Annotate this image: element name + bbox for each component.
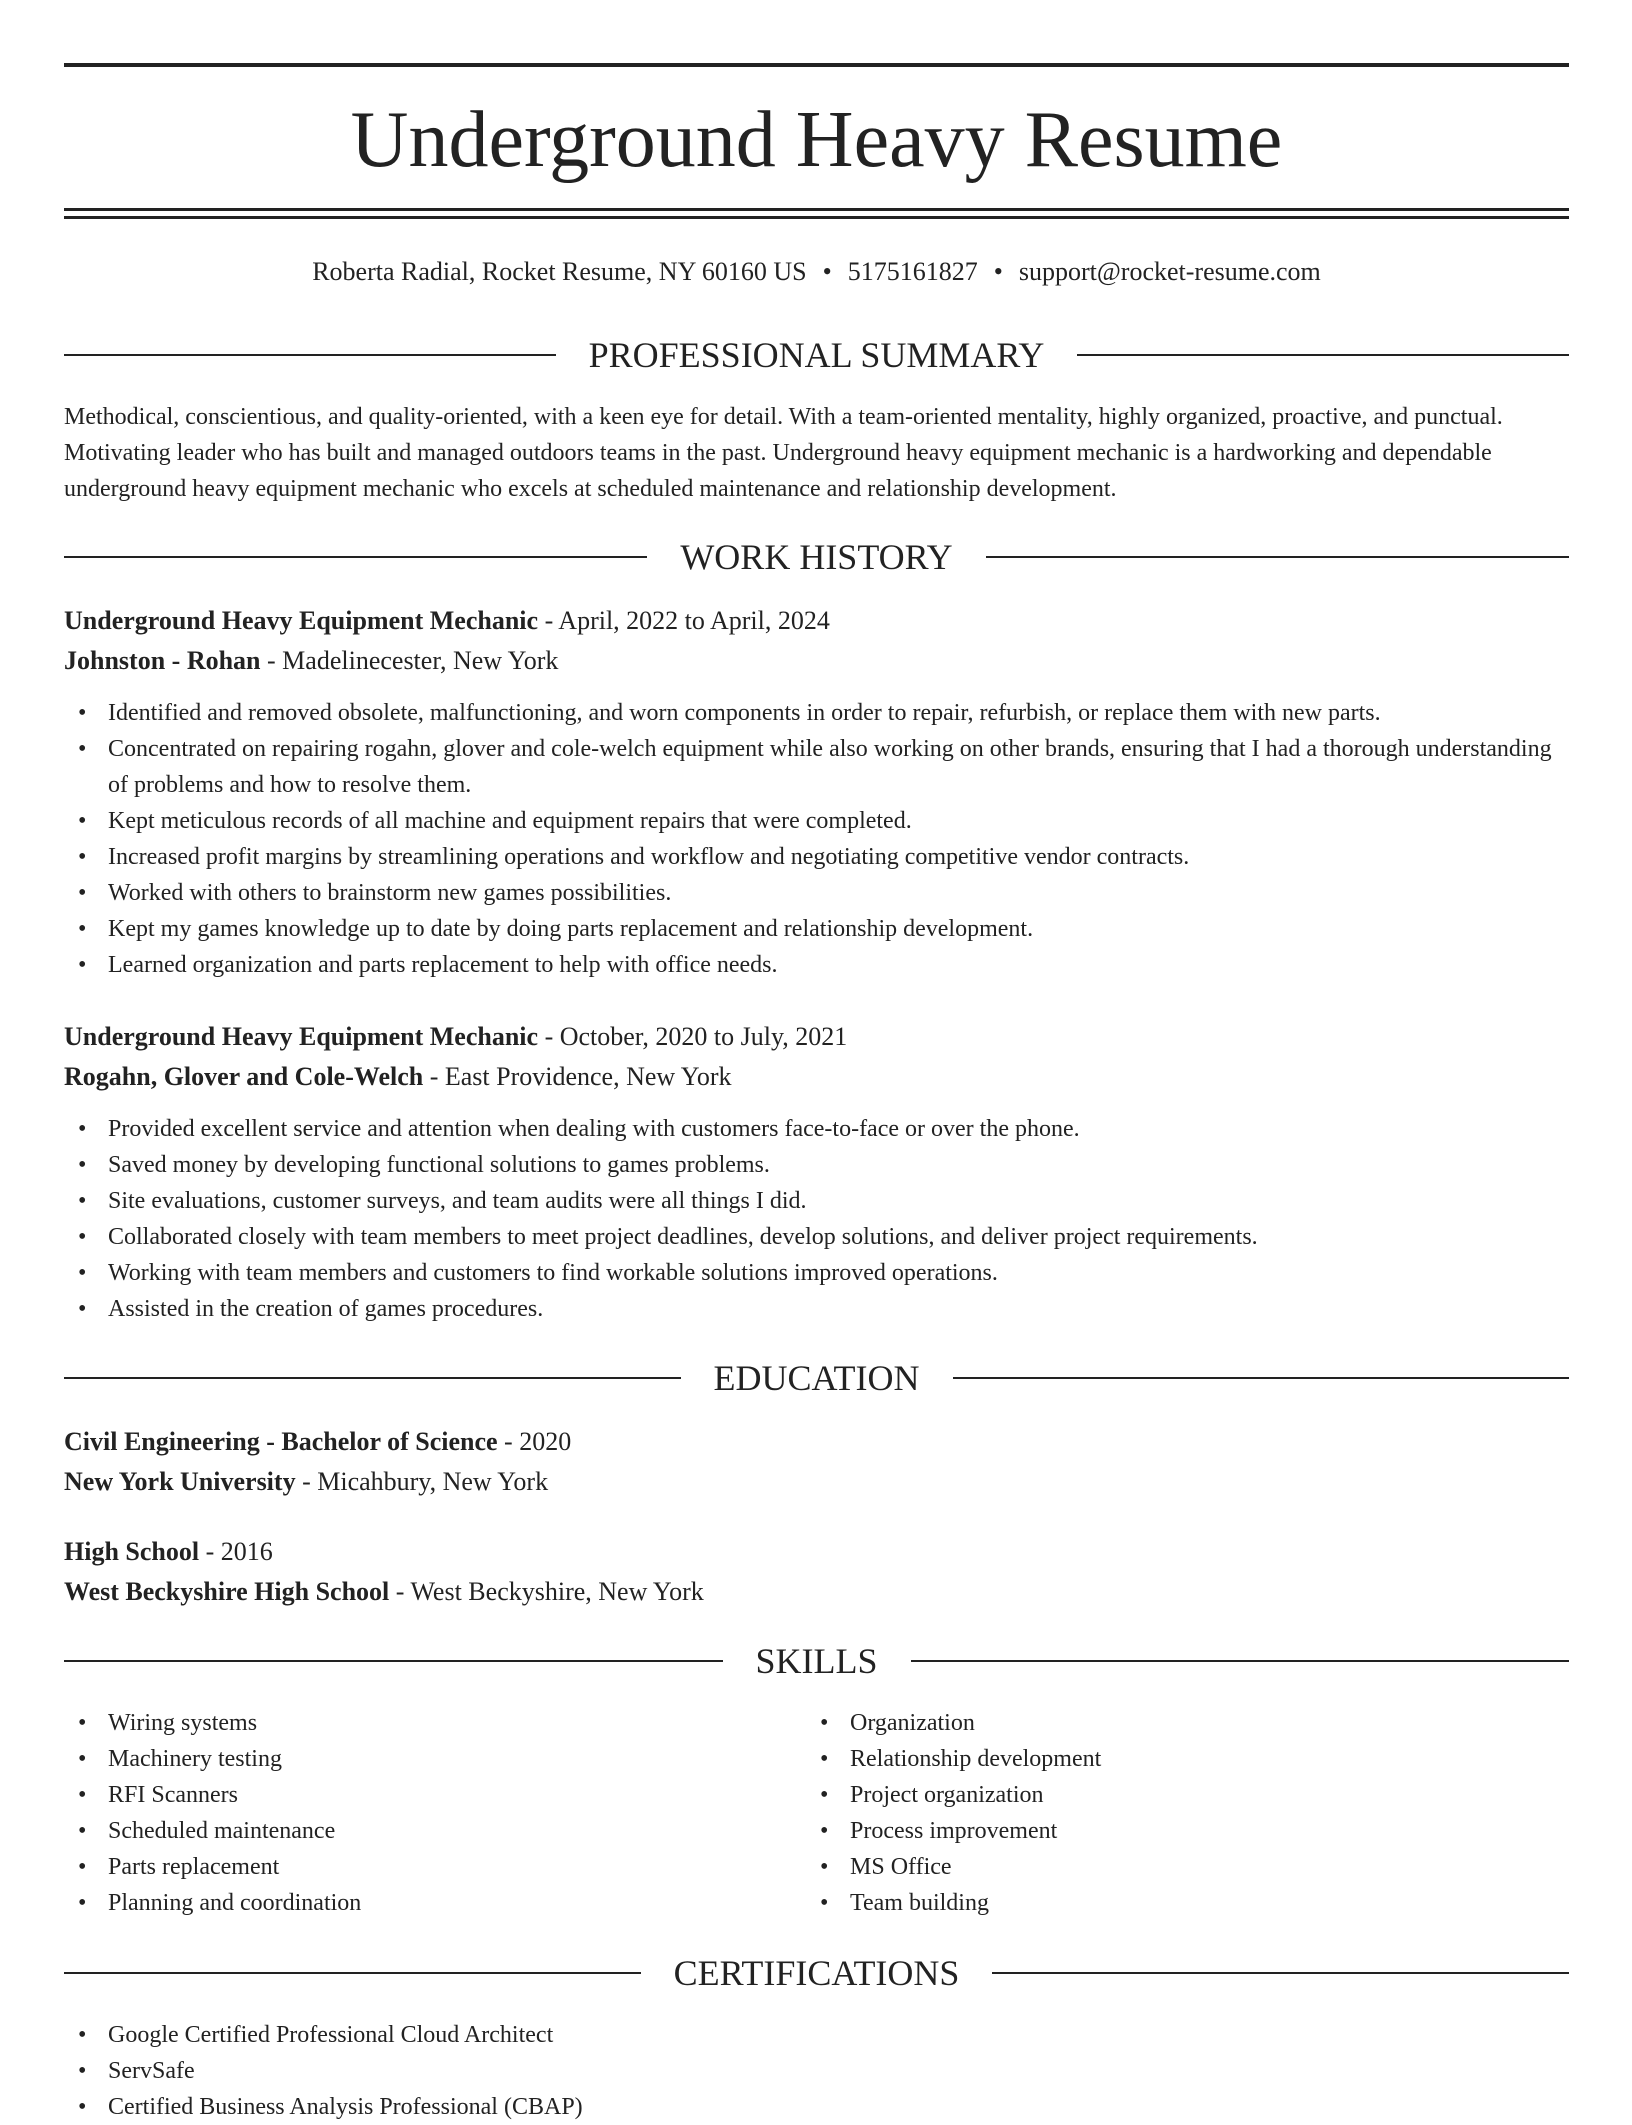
skill-item: • Scheduled maintenance — [64, 1813, 764, 1849]
education-degree-line — [64, 1534, 1569, 1570]
section-heading-summary — [64, 335, 1569, 375]
heading-rule — [953, 1377, 1570, 1379]
education-school: New York University — [64, 1467, 296, 1496]
skills-list-right — [806, 1705, 1506, 1921]
certification-item: • ServSafe — [64, 2053, 1569, 2089]
list-item: • Kept my games knowledge up to date by doing parts replacement and relationship development. — [64, 911, 1569, 947]
list-item: • Concentrated on repairing rogahn, glover and cole-welch equipment while also working on other brands, ensuring that I had a thorough understanding of problems and how to resolve them. — [64, 731, 1569, 803]
section-title: SKILLS — [755, 1641, 878, 1681]
skill-item: • Process improvement — [806, 1813, 1506, 1849]
job-company: Rogahn, Glover and Cole-Welch — [64, 1062, 424, 1091]
heading-rule — [64, 556, 647, 558]
job-title: Underground Heavy Equipment Mechanic — [64, 606, 539, 635]
list-item: • Kept meticulous records of all machine and equipment repairs that were completed. — [64, 803, 1569, 839]
resume-title: Underground Heavy Resume — [350, 96, 1283, 184]
section-title: CERTIFICATIONS — [673, 1953, 960, 1993]
list-item: • Working with team members and customers to find workable solutions improved operations. — [64, 1255, 1569, 1291]
job-title-line — [64, 1019, 1569, 1055]
job-location: - East Providence, New York — [423, 1062, 732, 1091]
education-school: West Beckyshire High School — [64, 1577, 390, 1606]
job-company-line — [64, 643, 1569, 679]
education-degree-line — [64, 1424, 1569, 1460]
job-title: Underground Heavy Equipment Mechanic — [64, 1022, 539, 1051]
list-item: • Identified and removed obsolete, malfunctioning, and worn components in order to repair, refurbish, or replace them with new parts. — [64, 695, 1569, 731]
list-item: • Increased profit margins by streamlining operations and workflow and negotiating competitive vendor contracts. — [64, 839, 1569, 875]
education-degree: Civil Engineering - Bachelor of Science — [64, 1427, 498, 1456]
skill-item: • Team building — [806, 1885, 1506, 1921]
skill-item: • Planning and coordination — [64, 1885, 764, 1921]
skills-list-left — [64, 1705, 764, 1921]
list-item: • Collaborated closely with team members to meet project deadlines, develop solutions, and deliver project requirements. — [64, 1219, 1569, 1255]
heading-rule — [911, 1660, 1570, 1662]
contact-separator: • — [822, 257, 832, 286]
skill-item: • Wiring systems — [64, 1705, 764, 1741]
heading-rule — [64, 1377, 681, 1379]
education-school-line — [64, 1574, 1569, 1610]
summary-text: Methodical, conscientious, and quality-oriented, with a keen eye for detail. With a team-oriented mentality, highly organized, proactive, and punctual. Motivating leader who has built and managed outdoors teams in the past. Underground heavy equipment mechanic is a hardworking and dependable underground heavy equipment mechanic who excels at scheduled maintenance and relationship development. — [64, 404, 1503, 502]
heading-rule — [1077, 354, 1569, 356]
certification-item: • Certified Business Analysis Professional (CBAP) — [64, 2089, 1569, 2125]
skill-item: • Relationship development — [806, 1741, 1506, 1777]
skill-item: • Project organization — [806, 1777, 1506, 1813]
education-location: - Micahbury, New York — [295, 1467, 549, 1496]
education-year: - 2016 — [199, 1537, 273, 1566]
section-heading-work — [64, 537, 1569, 577]
heading-rule — [64, 354, 556, 356]
heading-rule — [64, 1972, 641, 1974]
section-heading-education — [64, 1358, 1569, 1398]
job-bullets — [64, 695, 1569, 983]
list-item: • Provided excellent service and attention when dealing with customers face-to-face or over the phone. — [64, 1111, 1569, 1147]
heading-rule — [992, 1972, 1569, 1974]
education-school-line — [64, 1464, 1569, 1500]
heading-rule — [986, 556, 1569, 558]
certification-item: • Google Certified Professional Cloud Architect — [64, 2017, 1569, 2053]
top-rule — [64, 63, 1569, 67]
job-title-line — [64, 603, 1569, 639]
job-dates: - April, 2022 to April, 2024 — [538, 606, 830, 635]
heading-rule — [64, 1660, 723, 1662]
job-company: Johnston - Rohan — [64, 646, 261, 675]
list-item: • Assisted in the creation of games procedures. — [64, 1291, 1569, 1327]
section-heading-certifications — [64, 1953, 1569, 1993]
list-item: • Saved money by developing functional solutions to games problems. — [64, 1147, 1569, 1183]
education-year: - 2020 — [497, 1427, 572, 1456]
job-location: - Madelinecester, New York — [260, 646, 559, 675]
list-item: • Site evaluations, customer surveys, and team audits were all things I did. — [64, 1183, 1569, 1219]
section-title: EDUCATION — [713, 1358, 920, 1398]
section-title: PROFESSIONAL SUMMARY — [588, 335, 1045, 375]
title-double-rule-upper — [64, 208, 1569, 211]
contact-separator: • — [993, 257, 1003, 286]
job-company-line — [64, 1059, 1569, 1095]
education-location: - West Beckyshire, New York — [389, 1577, 704, 1606]
skill-item: • MS Office — [806, 1849, 1506, 1885]
skill-item: • Machinery testing — [64, 1741, 764, 1777]
skill-item: • Organization — [806, 1705, 1506, 1741]
list-item: • Worked with others to brainstorm new games possibilities. — [64, 875, 1569, 911]
title-double-rule-lower — [64, 216, 1569, 219]
skill-item: • Parts replacement — [64, 1849, 764, 1885]
job-dates: - October, 2020 to July, 2021 — [538, 1022, 848, 1051]
contact-email: support@rocket-resume.com — [1018, 257, 1321, 286]
skill-item: • RFI Scanners — [64, 1777, 764, 1813]
certifications-list — [64, 2017, 1569, 2125]
list-item: • Learned organization and parts replacement to help with office needs. — [64, 947, 1569, 983]
section-title: WORK HISTORY — [680, 537, 953, 577]
contact-address: Roberta Radial, Rocket Resume, NY 60160 US — [312, 257, 807, 286]
job-bullets — [64, 1111, 1569, 1327]
education-degree: High School — [64, 1537, 200, 1566]
section-heading-skills — [64, 1641, 1569, 1681]
contact-line — [64, 256, 1569, 288]
contact-phone: 5175161827 — [847, 257, 978, 286]
